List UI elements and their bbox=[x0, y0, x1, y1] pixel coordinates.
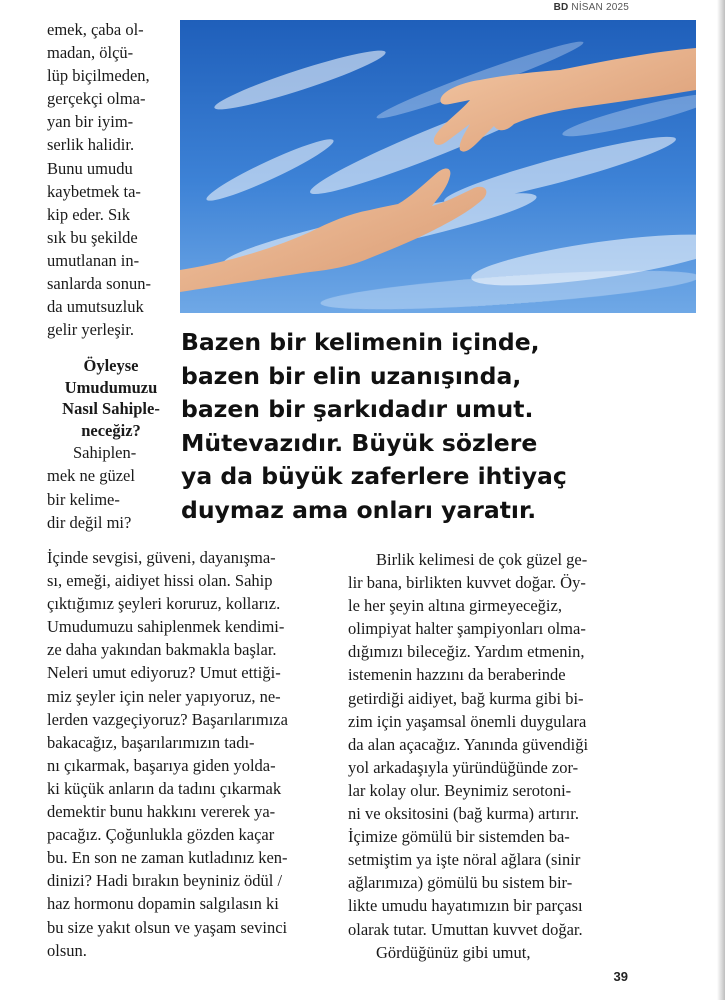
text-line: da umutsuzluk bbox=[47, 297, 144, 317]
text-line: sanlarda sonun- bbox=[47, 274, 152, 294]
text-line: sı, emeği, aidiyet hissi olan. Sahip bbox=[47, 571, 273, 591]
text-line: madan, ölçü- bbox=[47, 43, 134, 63]
text-line: le her şeyin altına girmeyeceğiz, bbox=[348, 596, 562, 616]
text-line: olimpiyat halter şampiyonları olma- bbox=[348, 619, 586, 639]
pull-quote-line: bazen bir elin uzanışında, bbox=[181, 361, 522, 390]
pull-quote-line: ya da büyük zaferlere ihtiyaç bbox=[181, 462, 567, 491]
text-line: nı çıkarmak, başarıya giden yolda- bbox=[47, 755, 276, 775]
pull-quote-line: bazen bir şarkıdadır umut. bbox=[181, 395, 534, 424]
text-line: lar kolay olur. Beynimiz serotoni- bbox=[348, 780, 572, 800]
text-line: yan bir iyim- bbox=[47, 112, 134, 132]
text-line: dinizi? Hadi bırakın beyniniz ödül / bbox=[47, 871, 283, 891]
text-line: umutlanan in- bbox=[47, 250, 140, 270]
text-line: serlik halidir. bbox=[47, 135, 135, 155]
text-line: Birlik kelimesi de çok güzel ge- bbox=[376, 550, 588, 569]
text-line: kip eder. Sık bbox=[47, 204, 130, 224]
text-line: miz şeyler için neler yapıyoruz, ne- bbox=[47, 686, 281, 706]
text-line: dığımızı bileceğiz. Yardım etmenin, bbox=[348, 642, 585, 662]
text-line: Umudumuzu sahiplenmek kendimi- bbox=[47, 617, 285, 637]
text-line: kaybetmek ta- bbox=[47, 181, 141, 201]
pull-quote-line: Mütevazıdır. Büyük sözlere bbox=[181, 428, 538, 457]
text-line: Bunu umudu bbox=[47, 158, 133, 178]
text-line: gelir yerleşir. bbox=[47, 320, 135, 340]
text-line: lerden vazgeçiyoruz? Başarılarımıza bbox=[47, 709, 288, 729]
text-line: yol arkadaşıyla yüründüğünde zor- bbox=[348, 757, 579, 777]
right-body-column bbox=[348, 548, 630, 964]
pull-quote bbox=[181, 326, 651, 528]
page-number: 39 bbox=[613, 969, 628, 984]
text-line: ağlarımıza) gömülü bu sistem bir- bbox=[348, 873, 573, 893]
text-line: pacağız. Çoğunlukla gözden kaçar bbox=[47, 825, 275, 845]
text-line: ki küçük anların da tadını çıkarmak bbox=[47, 778, 282, 798]
text-line: emek, çaba ol- bbox=[47, 20, 144, 39]
text-line: lüp biçilmeden, bbox=[47, 66, 150, 86]
section-subheading: Öyleyse Umudumuzu Nasıl Sahiple- neceğiz? bbox=[62, 356, 160, 440]
text-line: çıktığımız şeyleri koruruz, kollarız. bbox=[47, 594, 281, 614]
text-line: olarak tutar. Umuttan kuvvet doğar. bbox=[348, 919, 583, 939]
left-body-column bbox=[47, 546, 327, 962]
text-line: gerçekçi olma- bbox=[47, 89, 146, 109]
text-line: haz hormonu dopamin salgılasın ki bbox=[47, 894, 279, 914]
text-line: da alan açacağız. Yanında güvendiği bbox=[348, 734, 589, 754]
text-line: İçinde sevgisi, güveni, dayanışma- bbox=[47, 548, 276, 567]
text-line: getirdiği aidiyet, bağ kurma gibi bi- bbox=[348, 688, 584, 708]
text-line: demektir bunu hakkını vererek ya- bbox=[47, 802, 276, 822]
text-line: lir bana, birlikten kuvvet doğar. Öy- bbox=[348, 573, 586, 593]
page-edge-shadow bbox=[717, 0, 725, 1000]
running-header bbox=[554, 2, 629, 13]
pull-quote-line: Bazen bir kelimenin içinde, bbox=[181, 328, 540, 356]
text-line: Gördüğünüz gibi umut, bbox=[376, 942, 531, 962]
text-line: bu. En son ne zaman kutladınız ken- bbox=[47, 848, 288, 868]
text-line: setmiştim ya işte nöral ağlara (sinir bbox=[348, 850, 581, 870]
header-issue: NİSAN 2025 bbox=[571, 2, 629, 13]
text-line: zim için yaşamsal önemli duygulara bbox=[348, 711, 587, 731]
pull-quote-line: duymaz ama onları yaratır. bbox=[181, 495, 537, 524]
top-narrow-column bbox=[47, 18, 175, 534]
paragraph-sahiplenmek: Sahiplen- mek ne güzel bir kelime- dir değil mi? bbox=[47, 443, 137, 532]
hands-sky-photo bbox=[180, 20, 696, 313]
text-line: sık bu şekilde bbox=[47, 227, 138, 247]
text-line: ni ve oksitosini (bağ kurma) artırır. bbox=[348, 804, 579, 824]
text-line: istemenin hazzını da beraberinde bbox=[348, 665, 566, 685]
header-brand: BD bbox=[553, 2, 569, 13]
text-line: Neleri umut ediyoruz? Umut ettiği- bbox=[47, 663, 281, 683]
hands-illustration bbox=[180, 20, 696, 313]
text-line: İçimize gömülü bir sistemden ba- bbox=[348, 827, 570, 847]
text-line: bakacağız, başarılarımızın tadı- bbox=[47, 732, 255, 752]
text-line: likte umudu hayatımızın bir parçası bbox=[348, 896, 583, 916]
text-line: olsun. bbox=[47, 940, 87, 960]
text-line: bu size yakıt olsun ve yaşam sevinci bbox=[47, 917, 288, 937]
text-line: ze daha yakından bakmakla başlar. bbox=[47, 640, 277, 660]
